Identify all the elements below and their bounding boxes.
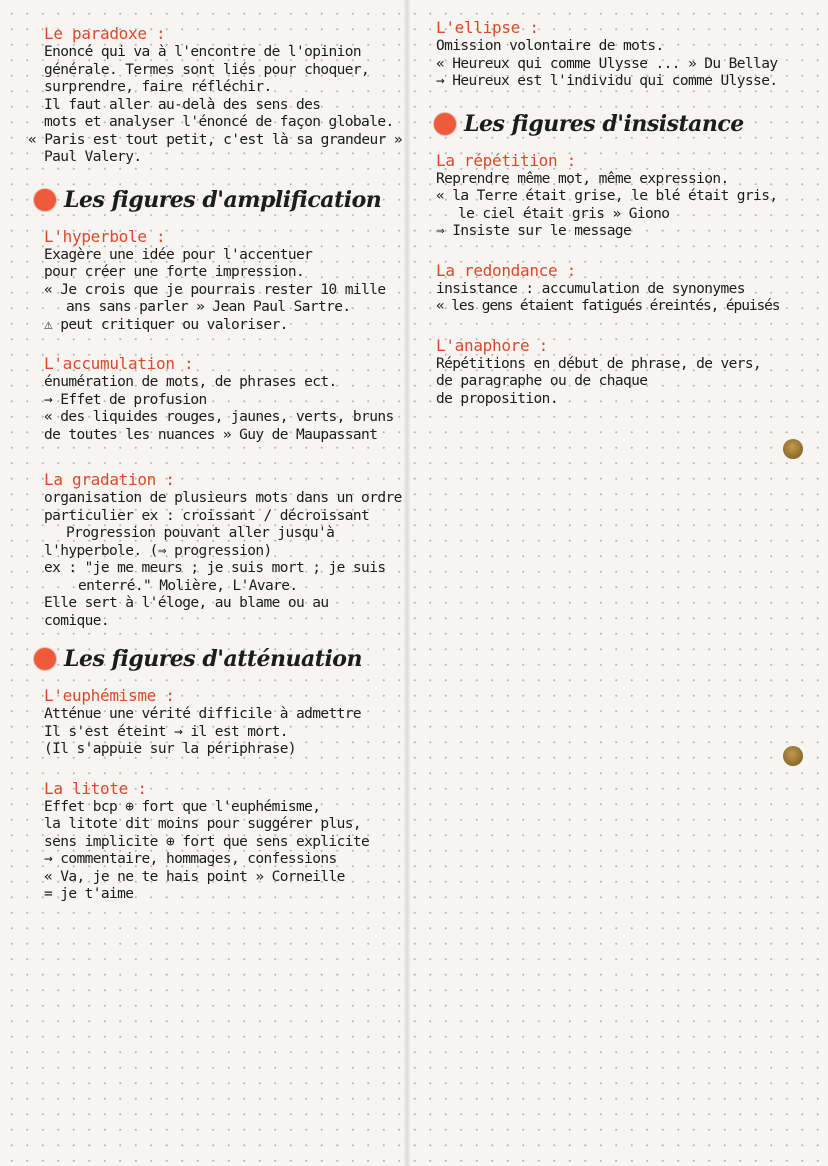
note-line: de toutes les nuances » Guy de Maupassant [44, 426, 378, 443]
anaphore-heading: L'anaphore : [436, 335, 548, 355]
gradation-heading: La gradation : [44, 470, 175, 489]
note-line: « Je crois que je pourrais rester 10 mille [44, 281, 386, 298]
paradoxe-block [28, 24, 416, 167]
note-line: Atténue une vérité difficile à admettre [44, 706, 362, 722]
note-line: particulier ex : croissant / décroissant [44, 507, 370, 524]
hyperbole-heading: L'hyperbole : [44, 226, 166, 246]
note-line: sens implicite ⊕ fort que sens explicite [44, 833, 370, 850]
note-line: « Heureux qui comme Ulysse ... » Du Bellay [436, 55, 778, 72]
repetition-block [436, 151, 822, 241]
note-line: = je t'aime [44, 886, 134, 902]
note-line: ans sans parler » Jean Paul Sartre. [66, 299, 351, 315]
note-line: Reprendre même mot, même expression. [436, 170, 729, 187]
right-column [436, 18, 822, 428]
note-line: l'hyperbole. (⇒ progression) [44, 542, 272, 559]
note-line: → Effet de profusion [44, 391, 207, 408]
note-line: « la Terre était grise, le blé était gris, [436, 188, 778, 204]
gradation-block [44, 470, 416, 630]
note-line: le ciel était gris » Giono [458, 205, 670, 222]
note-line: (Il s'appuie sur la périphrase) [44, 741, 297, 757]
note-line: énumération de mots, de phrases ect. [44, 374, 337, 390]
note-line: Il faut aller au-delà des sens des [44, 96, 321, 113]
hyperbole-block [44, 227, 416, 335]
section-title: Les figures d'amplification [64, 186, 382, 213]
binder-hole [783, 746, 803, 766]
litote-block [44, 779, 416, 904]
note-line: Elle sert à l'éloge, au blame ou au [44, 595, 329, 611]
bullet-dot-icon [34, 189, 56, 211]
anaphore-block [436, 336, 822, 409]
euphemisme-block [44, 686, 416, 759]
ellipse-heading: L'ellipse : [436, 18, 539, 37]
note-line: Effet bcp ⊕ fort que l'euphémisme, [44, 798, 321, 815]
note-line: « les gens étaient fatigués éreintés, épuisés [436, 298, 780, 314]
binder-hole [783, 439, 803, 459]
bullet-dot-icon [434, 113, 456, 135]
note-line: enterré." Molière, L'Avare. [78, 577, 298, 594]
note-line: Répétitions en début de phrase, de vers, [436, 355, 762, 372]
bullet-dot-icon [34, 648, 56, 670]
note-line: Progression pouvant aller jusqu'à [66, 525, 335, 541]
note-line: « Va, je ne te hais point » Corneille [44, 868, 345, 885]
section-insistance [444, 111, 822, 137]
redondance-block [436, 261, 822, 316]
note-line: Paul Valery. [44, 149, 142, 165]
ellipse-block [436, 18, 822, 91]
note-line: ex : "je me meurs ; je suis mort ; je suis [44, 560, 386, 576]
note-line: → Heureux est l'individu qui comme Ulysse. [436, 73, 778, 89]
redondance-heading: La redondance : [436, 260, 576, 280]
note-line: → commentaire, hommages, confessions [44, 851, 337, 867]
litote-heading: La litote : [44, 778, 147, 798]
section-attenuation [44, 646, 416, 672]
paradoxe-heading: Le paradoxe : [44, 24, 166, 43]
note-line: surprendre, faire réfléchir. [44, 79, 272, 95]
note-line: de proposition. [436, 390, 558, 407]
note-line: Exagère une idée pour l'accentuer [44, 246, 313, 263]
note-line: organisation de plusieurs mots dans un ordre [44, 490, 402, 506]
accumulation-block [44, 354, 416, 444]
note-line: insistance : accumulation de synonymes [436, 280, 745, 297]
section-amplification [44, 187, 416, 213]
note-line: « des liquides rouges, jaunes, verts, bruns [44, 409, 394, 425]
note-line: Il s'est éteint → il est mort. [44, 723, 288, 740]
note-line: Omission volontaire de mots. [436, 38, 664, 54]
note-line: ⚠ peut critiquer ou valoriser. [44, 316, 288, 333]
section-title: Les figures d'atténuation [64, 646, 362, 672]
note-line: comique. [44, 612, 110, 629]
left-column [28, 24, 416, 924]
note-line: mots et analyser l'énoncé de façon globale. [44, 114, 394, 130]
euphemisme-heading: L'euphémisme : [44, 686, 175, 705]
note-line: « Paris est tout petit, c'est là sa grandeur » [28, 131, 402, 148]
note-line: ⇒ Insiste sur le message [436, 223, 632, 239]
note-line: générale. Termes sont liés pour choquer, [44, 61, 370, 78]
note-line: Enoncé qui va à l'encontre de l'opinion [44, 44, 362, 60]
repetition-heading: La répétition : [436, 150, 576, 170]
note-line: la litote dit moins pour suggérer plus, [44, 816, 362, 832]
note-line: pour créer une forte impression. [44, 264, 305, 280]
note-line: de paragraphe ou de chaque [436, 373, 648, 389]
section-title: Les figures d'insistance [464, 110, 744, 137]
accumulation-heading: L'accumulation : [44, 354, 194, 373]
